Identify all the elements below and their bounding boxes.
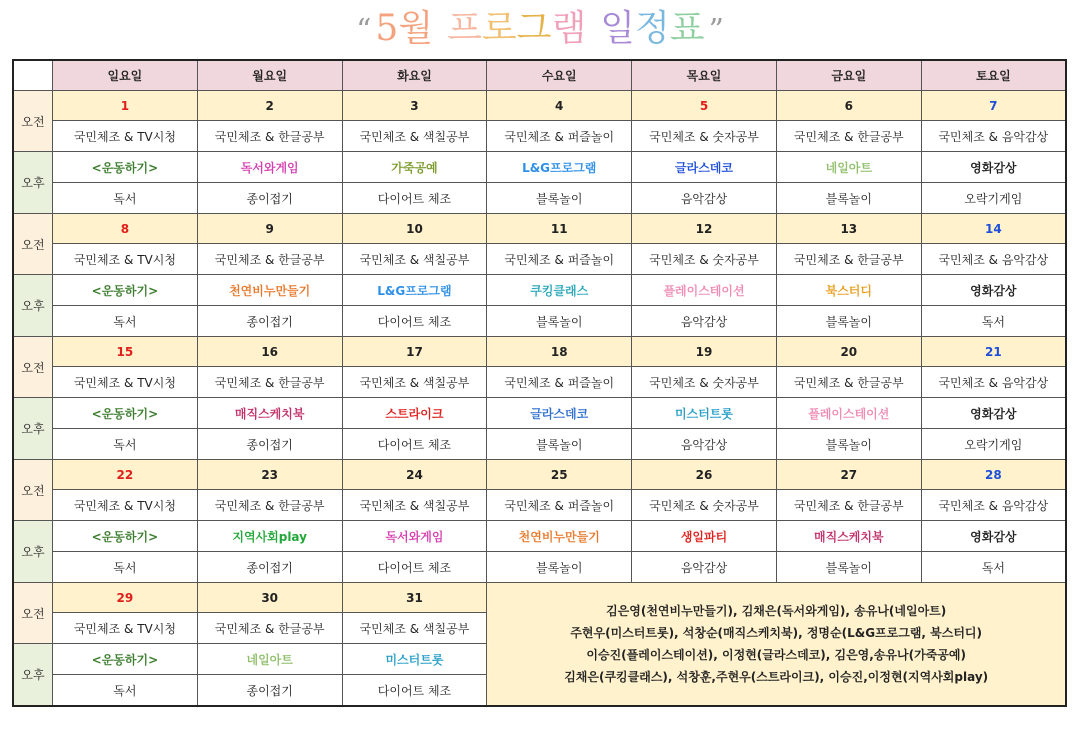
date-cell: 8 <box>53 214 198 244</box>
day-header-tue: 화요일 <box>342 60 487 91</box>
am-activity: 국민체조 & 색칠공부 <box>342 613 487 644</box>
pm-activity: 오락기게임 <box>921 429 1066 460</box>
day-header-thu: 목요일 <box>632 60 777 91</box>
pm-program: <운동하기> <box>53 275 198 306</box>
date-cell: 10 <box>342 214 487 244</box>
am-activity: 국민체조 & 한글공부 <box>776 121 921 152</box>
am-activity: 국민체조 & 숫자공부 <box>632 121 777 152</box>
date-cell: 21 <box>921 337 1066 367</box>
date-cell: 5 <box>632 91 777 121</box>
participants-line: 이승진(플레이스테이션), 이정현(글라스데코), 김은영,송유나(가죽공예) <box>586 648 966 662</box>
participants-line: 김은영(천연비누만들기), 김채은(독서와게임), 송유나(네일아트) <box>606 604 947 618</box>
pm-program-row <box>13 398 1066 429</box>
pm-activity: 블록놀이 <box>776 552 921 583</box>
pm-program: 매직스케치북 <box>776 521 921 552</box>
date-cell: 30 <box>197 583 342 613</box>
am-activity: 국민체조 & 한글공부 <box>776 490 921 521</box>
am-activity: 국민체조 & 한글공부 <box>197 613 342 644</box>
am-activity: 국민체조 & 퍼즐놀이 <box>487 244 632 275</box>
pm-program: 매직스케치북 <box>197 398 342 429</box>
date-cell: 12 <box>632 214 777 244</box>
am-activity-row <box>13 490 1066 521</box>
date-row <box>13 91 1066 121</box>
pm-program: 영화감상 <box>921 275 1066 306</box>
pm-activity-row <box>13 306 1066 337</box>
date-cell: 19 <box>632 337 777 367</box>
pm-activity: 종이접기 <box>197 429 342 460</box>
pm-program-row <box>13 275 1066 306</box>
am-activity: 국민체조 & 색칠공부 <box>342 244 487 275</box>
pm-label: 오후 <box>13 521 53 583</box>
date-cell: 20 <box>776 337 921 367</box>
pm-program: 생일파티 <box>632 521 777 552</box>
date-cell: 27 <box>776 460 921 490</box>
pm-activity: 독서 <box>53 183 198 214</box>
date-cell: 1 <box>53 91 198 121</box>
date-cell: 9 <box>197 214 342 244</box>
pm-activity: 음악감상 <box>632 552 777 583</box>
pm-program: 미스터트롯 <box>342 644 487 675</box>
am-activity: 국민체조 & 음악감상 <box>921 490 1066 521</box>
date-cell: 13 <box>776 214 921 244</box>
pm-program: 플레이스테이션 <box>632 275 777 306</box>
pm-label: 오후 <box>13 644 53 707</box>
pm-activity: 블록놀이 <box>487 183 632 214</box>
am-activity: 국민체조 & 음악감상 <box>921 121 1066 152</box>
pm-program: 북스터디 <box>776 275 921 306</box>
date-row <box>13 583 1066 613</box>
am-activity: 국민체조 & 음악감상 <box>921 244 1066 275</box>
date-cell: 14 <box>921 214 1066 244</box>
title-char: 월 <box>398 8 434 49</box>
pm-program: <운동하기> <box>53 152 198 183</box>
date-cell: 18 <box>487 337 632 367</box>
title-char: 프 <box>447 8 482 49</box>
pm-activity: 블록놀이 <box>487 552 632 583</box>
title-char: 로 <box>481 8 517 49</box>
pm-activity: 종이접기 <box>197 306 342 337</box>
pm-activity: 블록놀이 <box>776 183 921 214</box>
pm-program: 쿠킹클래스 <box>487 275 632 306</box>
pm-program: 네일아트 <box>197 644 342 675</box>
title-char: 그 <box>516 8 552 49</box>
pm-activity: 오락기게임 <box>921 183 1066 214</box>
am-activity: 국민체조 & 퍼즐놀이 <box>487 367 632 398</box>
date-cell: 4 <box>487 91 632 121</box>
date-cell: 31 <box>342 583 487 613</box>
pm-activity: 종이접기 <box>197 552 342 583</box>
close-quote: ” <box>708 13 724 48</box>
day-header-fri: 금요일 <box>776 60 921 91</box>
pm-program: 독서와게임 <box>197 152 342 183</box>
day-header-wed: 수요일 <box>487 60 632 91</box>
am-activity: 국민체조 & 색칠공부 <box>342 490 487 521</box>
am-label: 오전 <box>13 337 53 398</box>
am-label: 오전 <box>13 460 53 521</box>
pm-activity: 독서 <box>53 675 198 707</box>
pm-activity: 다이어트 체조 <box>342 429 487 460</box>
date-cell: 6 <box>776 91 921 121</box>
participants-note <box>487 583 1066 707</box>
pm-program: 네일아트 <box>776 152 921 183</box>
date-cell: 29 <box>53 583 198 613</box>
pm-program: 영화감상 <box>921 398 1066 429</box>
pm-activity: 종이접기 <box>197 183 342 214</box>
pm-program: 미스터트롯 <box>632 398 777 429</box>
am-activity: 국민체조 & TV시청 <box>53 121 198 152</box>
pm-program: 가죽공예 <box>342 152 487 183</box>
pm-program: 영화감상 <box>921 521 1066 552</box>
pm-program: 글라스데코 <box>487 398 632 429</box>
am-activity: 국민체조 & 한글공부 <box>197 490 342 521</box>
day-header-sat: 토요일 <box>921 60 1066 91</box>
pm-program: 스트라이크 <box>342 398 487 429</box>
pm-activity: 블록놀이 <box>487 306 632 337</box>
title-char: 일 <box>600 8 636 49</box>
date-cell: 25 <box>487 460 632 490</box>
pm-program: 영화감상 <box>921 152 1066 183</box>
am-activity: 국민체조 & 색칠공부 <box>342 121 487 152</box>
pm-program: L&G프로그램 <box>487 152 632 183</box>
pm-activity: 독서 <box>53 552 198 583</box>
title-char: 램 <box>551 8 587 49</box>
am-activity: 국민체조 & 한글공부 <box>776 244 921 275</box>
title-text <box>375 4 704 54</box>
pm-program: <운동하기> <box>53 521 198 552</box>
pm-program: 글라스데코 <box>632 152 777 183</box>
pm-program: 독서와게임 <box>342 521 487 552</box>
pm-program: <운동하기> <box>53 644 198 675</box>
am-activity: 국민체조 & 한글공부 <box>197 244 342 275</box>
date-cell: 17 <box>342 337 487 367</box>
pm-program: 플레이스테이션 <box>776 398 921 429</box>
am-activity: 국민체조 & 숫자공부 <box>632 490 777 521</box>
am-label: 오전 <box>13 214 53 275</box>
pm-activity: 독서 <box>53 306 198 337</box>
pm-activity: 독서 <box>53 429 198 460</box>
date-cell: 15 <box>53 337 198 367</box>
am-activity: 국민체조 & 퍼즐놀이 <box>487 490 632 521</box>
am-activity: 국민체조 & 숫자공부 <box>632 367 777 398</box>
pm-activity: 음악감상 <box>632 183 777 214</box>
am-activity: 국민체조 & TV시청 <box>53 490 198 521</box>
am-activity: 국민체조 & 음악감상 <box>921 367 1066 398</box>
pm-program-row <box>13 152 1066 183</box>
am-activity: 국민체조 & TV시청 <box>53 367 198 398</box>
day-header-mon: 월요일 <box>197 60 342 91</box>
am-label: 오전 <box>13 583 53 644</box>
pm-activity-row <box>13 183 1066 214</box>
date-cell: 24 <box>342 460 487 490</box>
date-row <box>13 460 1066 490</box>
pm-program: 천연비누만들기 <box>487 521 632 552</box>
am-activity-row <box>13 367 1066 398</box>
pm-activity: 다이어트 체조 <box>342 183 487 214</box>
pm-activity: 음악감상 <box>632 429 777 460</box>
pm-program: 지역사회play <box>197 521 342 552</box>
pm-activity: 다이어트 체조 <box>342 675 487 707</box>
pm-program-row <box>13 521 1066 552</box>
pm-activity: 블록놀이 <box>776 306 921 337</box>
corner-cell <box>13 60 53 91</box>
am-label: 오전 <box>13 91 53 152</box>
pm-label: 오후 <box>13 275 53 337</box>
open-quote: “ <box>356 13 372 48</box>
participants-line: 주현우(미스터트롯), 석창순(매직스케치북), 정명순(L&G프로그램, 북스터디) <box>570 626 982 640</box>
date-cell: 16 <box>197 337 342 367</box>
pm-label: 오후 <box>13 152 53 214</box>
date-cell: 23 <box>197 460 342 490</box>
day-header-row <box>13 60 1066 91</box>
date-cell: 2 <box>197 91 342 121</box>
page-title <box>0 4 1080 54</box>
am-activity: 국민체조 & TV시청 <box>53 244 198 275</box>
pm-activity: 종이접기 <box>197 675 342 707</box>
title-char: 표 <box>669 8 705 49</box>
pm-activity: 음악감상 <box>632 306 777 337</box>
pm-activity: 독서 <box>921 306 1066 337</box>
date-row <box>13 337 1066 367</box>
pm-activity-row <box>13 552 1066 583</box>
pm-program: 천연비누만들기 <box>197 275 342 306</box>
title-char: 5 <box>375 8 399 49</box>
am-activity: 국민체조 & 퍼즐놀이 <box>487 121 632 152</box>
am-activity: 국민체조 & 색칠공부 <box>342 367 487 398</box>
pm-label: 오후 <box>13 398 53 460</box>
pm-activity: 블록놀이 <box>776 429 921 460</box>
pm-activity: 다이어트 체조 <box>342 552 487 583</box>
participants-line: 김채은(쿠킹클래스), 석창훈,주현우(스트라이크), 이승진,이정현(지역사회play) <box>564 670 989 684</box>
date-cell: 3 <box>342 91 487 121</box>
am-activity: 국민체조 & 숫자공부 <box>632 244 777 275</box>
schedule-table <box>12 59 1067 707</box>
date-cell: 26 <box>632 460 777 490</box>
pm-program: <운동하기> <box>53 398 198 429</box>
date-row <box>13 214 1066 244</box>
am-activity: 국민체조 & 한글공부 <box>776 367 921 398</box>
am-activity: 국민체조 & TV시청 <box>53 613 198 644</box>
schedule-body <box>13 91 1066 707</box>
pm-activity-row <box>13 429 1066 460</box>
am-activity-row <box>13 121 1066 152</box>
date-cell: 22 <box>53 460 198 490</box>
pm-activity: 블록놀이 <box>487 429 632 460</box>
am-activity: 국민체조 & 한글공부 <box>197 121 342 152</box>
am-activity-row <box>13 244 1066 275</box>
pm-activity: 독서 <box>921 552 1066 583</box>
date-cell: 7 <box>921 91 1066 121</box>
pm-activity: 다이어트 체조 <box>342 306 487 337</box>
pm-program: L&G프로그램 <box>342 275 487 306</box>
date-cell: 28 <box>921 460 1066 490</box>
day-header-sun: 일요일 <box>53 60 198 91</box>
title-char: 정 <box>635 8 670 49</box>
am-activity: 국민체조 & 한글공부 <box>197 367 342 398</box>
date-cell: 11 <box>487 214 632 244</box>
